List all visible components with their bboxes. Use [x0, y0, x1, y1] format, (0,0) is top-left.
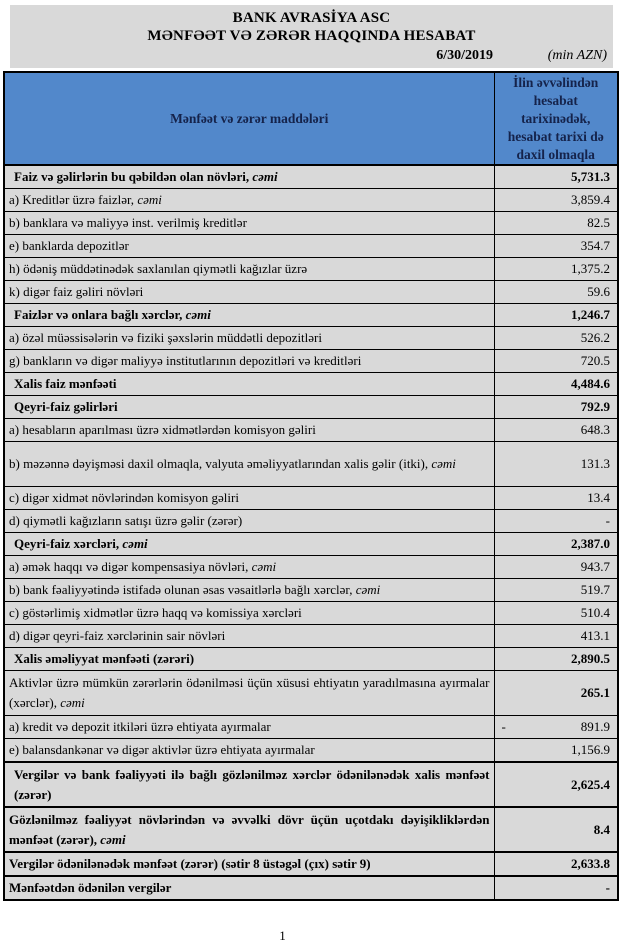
row-label-italic: cəmi	[137, 192, 162, 207]
row-label: e) balansdankənar və digər aktivlər üzrə ehtiyata ayırmalar	[4, 739, 494, 763]
table-row	[4, 396, 618, 419]
row-label: Xalis faiz mənfəəti	[4, 373, 494, 396]
col-header-period	[494, 72, 618, 165]
row-value-text: 510.4	[580, 605, 610, 620]
row-label: Faizlər və onlara bağlı xərclər, cəmi	[4, 304, 494, 327]
row-value-text: 82.5	[587, 215, 610, 230]
row-label: Qeyri-faiz xərcləri, cəmi	[4, 533, 494, 556]
row-value-text: 3,859.4	[571, 192, 610, 207]
row-value-text: -	[605, 880, 610, 895]
row-value-text: 943.7	[580, 559, 610, 574]
table-row	[4, 602, 618, 625]
table-row	[4, 281, 618, 304]
row-value	[494, 739, 618, 763]
row-value-text: 891.9	[580, 719, 610, 734]
row-value-text: 720.5	[580, 353, 610, 368]
row-value	[494, 852, 618, 876]
row-label: a) əmək haqqı və digər kompensasiya növləri, cəmi	[4, 556, 494, 579]
row-value	[494, 716, 618, 739]
table-row	[4, 419, 618, 442]
row-value-text: 265.1	[580, 685, 610, 700]
row-label: Faiz və gəlirlərin bu qəbildən olan növləri, cəmi	[4, 165, 494, 189]
row-value	[494, 327, 618, 350]
row-value	[494, 671, 618, 716]
row-value-text: 8.4	[593, 821, 610, 837]
bank-name-title: BANK AVRASİYA ASC	[232, 10, 391, 26]
table-row	[4, 189, 618, 212]
row-label: Vergilər ödənilənədək mənfəət (zərər) (sətir 8 üstəgəl (çıx) sətir 9)	[4, 852, 494, 876]
row-label: a) özəl müəssisələrin və fiziki şəxslərin müddətli depozitləri	[4, 327, 494, 350]
row-value-text: 4,484.6	[571, 376, 610, 391]
table-row	[4, 442, 618, 487]
table-row	[4, 350, 618, 373]
row-label: a) Kreditlər üzrə faizlər, cəmi	[4, 189, 494, 212]
table-row	[4, 852, 618, 876]
row-value-text: 5,731.3	[571, 169, 610, 184]
row-label: c) göstərlimiş xidmətlər üzrə haqq və komissiya xərcləri	[4, 602, 494, 625]
date-line	[10, 45, 613, 66]
row-label: e) banklarda depozitlər	[4, 235, 494, 258]
report-title: MƏNFƏƏT VƏ ZƏRƏR HAQQINDA HESABAT	[147, 28, 476, 44]
table-row	[4, 487, 618, 510]
row-value	[494, 533, 618, 556]
row-value-text: 59.6	[587, 284, 610, 299]
row-value-text: 2,633.8	[571, 856, 610, 871]
table-row	[4, 510, 618, 533]
table-row	[4, 373, 618, 396]
table-row	[4, 876, 618, 900]
row-value-text: 2,625.4	[571, 776, 610, 792]
row-value	[494, 165, 618, 189]
table-row	[4, 648, 618, 671]
row-value-text: 648.3	[580, 422, 610, 437]
negative-sign: -	[501, 719, 506, 734]
row-value	[494, 762, 618, 807]
row-label-italic: cəmi	[122, 536, 148, 551]
income-statement-body	[4, 165, 618, 900]
row-value	[494, 602, 618, 625]
row-value	[494, 419, 618, 442]
row-value	[494, 350, 618, 373]
row-value-text: 131.3	[580, 456, 610, 471]
table-row	[4, 556, 618, 579]
row-label: c) digər xidmət növlərindən komisyon gəliri	[4, 487, 494, 510]
row-label-italic: cəmi	[355, 582, 381, 597]
row-value	[494, 648, 618, 671]
row-value	[494, 304, 618, 327]
row-label: Gözlənilməz fəaliyyət növlərindən və əvvəlki dövr üçün uçotdakı dəyişikliklərdən mənfəət (zərər), cəmi	[4, 807, 494, 852]
row-value	[494, 396, 618, 419]
row-value	[494, 212, 618, 235]
row-label: g) bankların və digər maliyyə institutlarının depozitləri və kreditləri	[4, 350, 494, 373]
row-value-text: 354.7	[580, 238, 610, 253]
table-row	[4, 533, 618, 556]
row-label: Aktivlər üzrə mümkün zərərlərin ödənilməsi üçün xüsusi ehtiyatın yaradılmasına ayırmalar (xərclər), cəmi	[4, 671, 494, 716]
row-label: b) bank fəaliyyətində istifadə olunan əsas vəsaitlərlə bağlı xərclər, cəmi	[4, 579, 494, 602]
row-value	[494, 510, 618, 533]
row-value	[494, 373, 618, 396]
table-row	[4, 258, 618, 281]
row-value	[494, 281, 618, 304]
row-value-text: 1,156.9	[571, 742, 610, 757]
table-row	[4, 327, 618, 350]
row-label: k) digər faiz gəliri növləri	[4, 281, 494, 304]
table-row	[4, 716, 618, 739]
row-value	[494, 487, 618, 510]
table-row	[4, 579, 618, 602]
table-row	[4, 235, 618, 258]
row-value-text: 413.1	[580, 628, 610, 643]
row-value	[494, 258, 618, 281]
row-label: a) hesabların aparılması üzrə xidmətlərdən komisyon gəliri	[4, 419, 494, 442]
row-label: Vergilər və bank fəaliyyəti ilə bağlı gözlənilməz xərclər ödənilənədək xalis mənfəət (zərər)	[4, 762, 494, 807]
row-value-text: 1,246.7	[571, 307, 610, 322]
row-label-italic: cəmi	[252, 169, 278, 184]
row-label: a) kredit və depozit itkiləri üzrə ehtiyata ayırmalar	[4, 716, 494, 739]
col-header-period-text: İlin əvvəlindən hesabat tarixinədək, hesabat tarixi də daxil olmaqla	[507, 74, 604, 162]
row-value	[494, 579, 618, 602]
row-value	[494, 235, 618, 258]
row-label: Qeyri-faiz gəlirləri	[4, 396, 494, 419]
row-value	[494, 807, 618, 852]
row-value	[494, 442, 618, 487]
row-label: Mənfəətdən ödənilən vergilər	[4, 876, 494, 900]
table-row	[4, 625, 618, 648]
row-value-text: 1,375.2	[571, 261, 610, 276]
row-value	[494, 876, 618, 900]
row-label-italic: cəmi	[100, 831, 126, 847]
table-row	[4, 212, 618, 235]
row-label: Xalis əməliyyat mənfəəti (zərəri)	[4, 648, 494, 671]
row-label-italic: cəmi	[185, 307, 211, 322]
table-row	[4, 762, 618, 807]
row-label: b) banklara və maliyyə inst. verilmiş kreditlər	[4, 212, 494, 235]
title-box	[10, 5, 613, 68]
currency-unit: (min AZN)	[547, 48, 607, 63]
row-label: h) ödəniş müddətinədək saxlanılan qiymətli kağızlar üzrə	[4, 258, 494, 281]
income-statement-table	[3, 71, 619, 901]
table-row	[4, 671, 618, 716]
row-value-text: 526.2	[580, 330, 610, 345]
row-label: b) məzənnə dəyişməsi daxil olmaqla, valyuta əməliyyatlarından xalis gəlir (itki), cəmi	[4, 442, 494, 487]
row-value	[494, 189, 618, 212]
page-number: 1	[279, 928, 286, 943]
report-date: 6/30/2019	[436, 48, 493, 63]
row-value-text: 519.7	[580, 582, 610, 597]
table-row	[4, 165, 618, 189]
row-label-italic: cəmi	[60, 695, 85, 710]
col-header-items: Mənfəət və zərər maddələri	[4, 72, 494, 165]
row-value-text: -	[605, 513, 610, 528]
row-label-italic: cəmi	[431, 456, 456, 471]
row-value	[494, 556, 618, 579]
header-row	[4, 72, 618, 165]
table-row	[4, 807, 618, 852]
table-row	[4, 304, 618, 327]
row-label: d) qiymətli kağızların satışı üzrə gəlir (zərər)	[4, 510, 494, 533]
row-value-text: 13.4	[587, 490, 610, 505]
row-label: d) digər qeyri-faiz xərclərinin sair növləri	[4, 625, 494, 648]
row-label-italic: cəmi	[251, 559, 277, 574]
row-value-text: 2,890.5	[571, 651, 610, 666]
row-value	[494, 625, 618, 648]
row-value-text: 2,387.0	[571, 536, 610, 551]
table-row	[4, 739, 618, 763]
row-value-text: 792.9	[580, 399, 610, 414]
